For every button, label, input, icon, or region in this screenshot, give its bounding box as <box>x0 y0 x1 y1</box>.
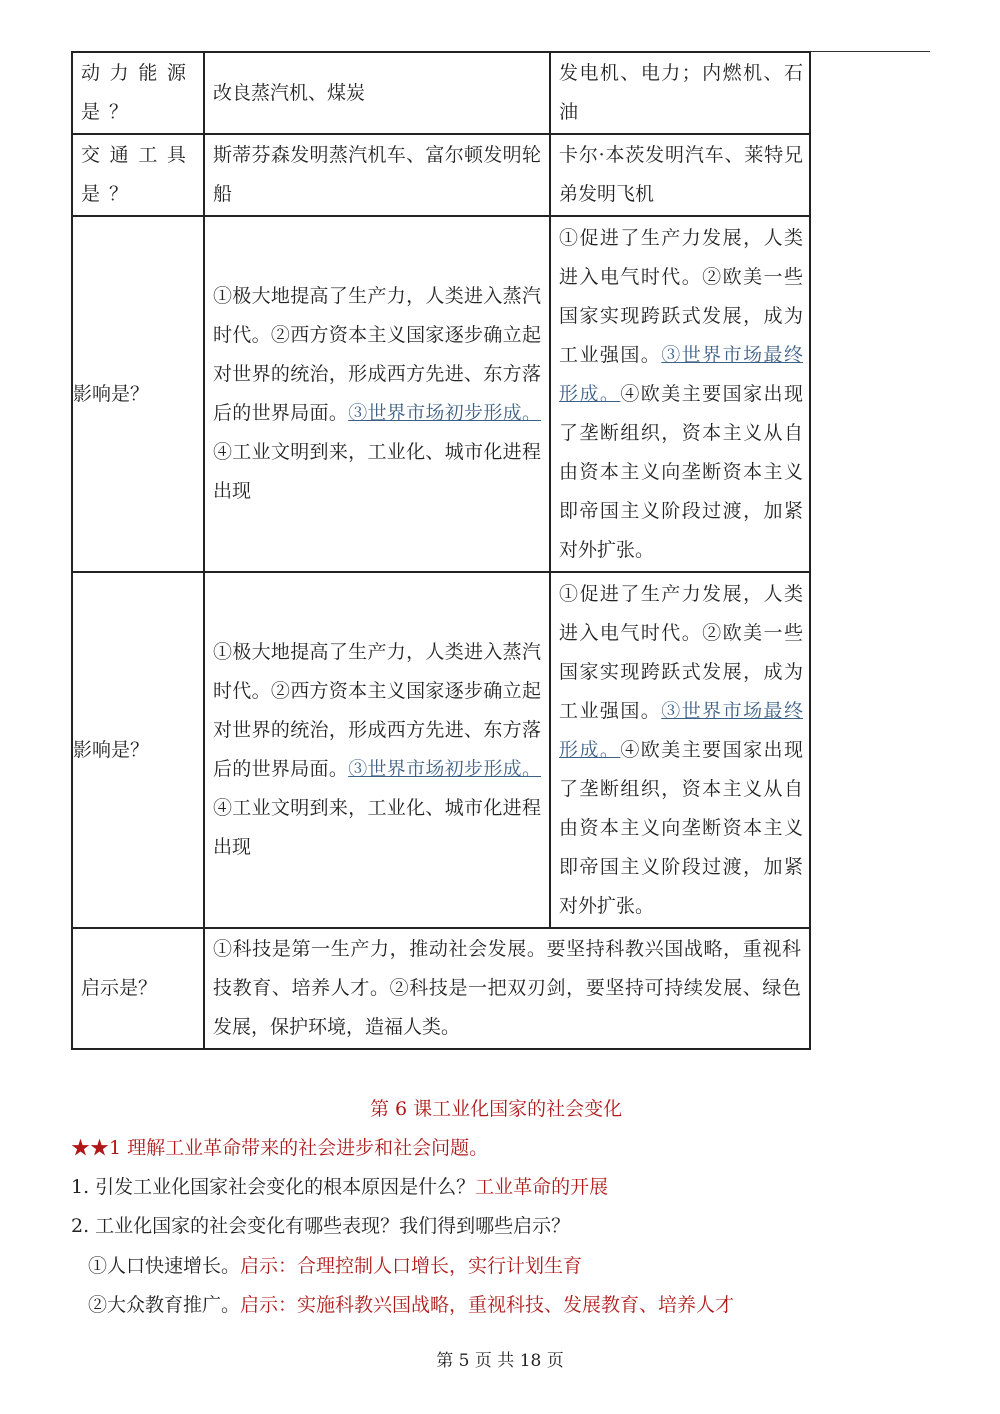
list-item <box>88 1247 582 1286</box>
cell-first-revolution <box>204 216 550 572</box>
comparison-table <box>71 51 811 1050</box>
list-item <box>88 1286 734 1325</box>
highlighted-text: ③世界市场最终形成。 <box>559 343 803 405</box>
table-row <box>72 928 810 1049</box>
row-label: 动力能源是？ <box>72 52 204 134</box>
table-row <box>72 134 810 216</box>
cell-first-revolution <box>204 572 550 928</box>
cell-second-revolution <box>550 216 810 572</box>
row-label: 影响是？ <box>72 572 204 928</box>
question-text: 1. 引发工业化国家社会变化的根本原因是什么？ <box>71 1176 476 1198</box>
learning-objective: ★★1 理解工业革命带来的社会进步和社会问题。 <box>71 1137 489 1159</box>
question-1 <box>71 1168 608 1207</box>
cell-text: ①极大地提高了生产力，人类进入蒸汽时代。②西方资本主义国家逐步确立起对世界的统治，形成西方先进、东方落后的世界局面。 <box>213 641 541 780</box>
table-row <box>72 216 810 572</box>
highlighted-text: ③世界市场最终形成。 <box>559 699 803 761</box>
item-text: ②大众教育推广。 <box>88 1294 241 1316</box>
item-insight: 启示：合理控制人口增长，实行计划生育 <box>240 1255 583 1277</box>
cell-text: 发电机、电力；内燃机、石油 <box>559 62 803 123</box>
cell-text: ①极大地提高了生产力，人类进入蒸汽时代。②西方资本主义国家逐步确立起对世界的统治，形成西方先进、东方落后的世界局面。 <box>213 285 541 424</box>
item-insight: 启示：实施科教兴国战略，重视科技、发展教育、培养人才 <box>240 1294 735 1316</box>
page-number: 第 5 页 共 18 页 <box>436 1351 564 1371</box>
cell-first-revolution <box>204 52 550 134</box>
cell-text: 改良蒸汽机、煤炭 <box>213 81 366 104</box>
question-2: 2. 工业化国家的社会变化有哪些表现？我们得到哪些启示？ <box>71 1215 571 1237</box>
cell-second-revolution <box>550 572 810 928</box>
cell-text: ④工业文明到来，工业化、城市化进程出现 <box>213 441 541 502</box>
cell-text: ④欧美主要国家出现了垄断组织，资本主义从自由资本主义向垄断资本主义即帝国主义阶段过渡，加紧对外扩张。 <box>559 382 803 561</box>
row-label: 影响是？ <box>72 216 204 572</box>
cell-text: 斯蒂芬森发明蒸汽机车、富尔顿发明轮船 <box>213 144 541 205</box>
insight-cell: ①科技是第一生产力，推动社会发展。要坚持科教兴国战略，重视科技教育、培养人才。②科技是一把双刃剑，要坚持可持续发展、绿色发展，保护环境，造福人类。 <box>204 928 810 1049</box>
cell-second-revolution <box>550 134 810 216</box>
cell-text: ④工业文明到来，工业化、城市化进程出现 <box>213 797 541 858</box>
row-label: 启示是？ <box>72 928 204 1049</box>
table-row <box>72 52 810 134</box>
lesson-title: 第 6 课工业化国家的社会变化 <box>370 1098 623 1120</box>
cell-text: ①促进了生产力发展，人类进入电气时代。②欧美一些国家实现跨跃式发展，成为工业强国。 <box>559 582 803 722</box>
cell-first-revolution <box>204 134 550 216</box>
cell-text: ④欧美主要国家出现了垄断组织，资本主义从自由资本主义向垄断资本主义即帝国主义阶段过渡，加紧对外扩张。 <box>559 738 803 917</box>
highlighted-text: ③世界市场初步形成。 <box>348 758 541 780</box>
cell-text: ①促进了生产力发展，人类进入电气时代。②欧美一些国家实现跨跃式发展，成为工业强国。 <box>559 226 803 366</box>
answer-text: 工业革命的开展 <box>475 1176 609 1198</box>
cell-second-revolution <box>550 52 810 134</box>
item-text: ①人口快速增长。 <box>88 1255 241 1277</box>
row-label: 交通工具是？ <box>72 134 204 216</box>
highlighted-text: ③世界市场初步形成。 <box>348 402 541 424</box>
cell-text: 卡尔·本茨发明汽车、莱特兄弟发明飞机 <box>559 144 803 205</box>
table-row <box>72 572 810 928</box>
